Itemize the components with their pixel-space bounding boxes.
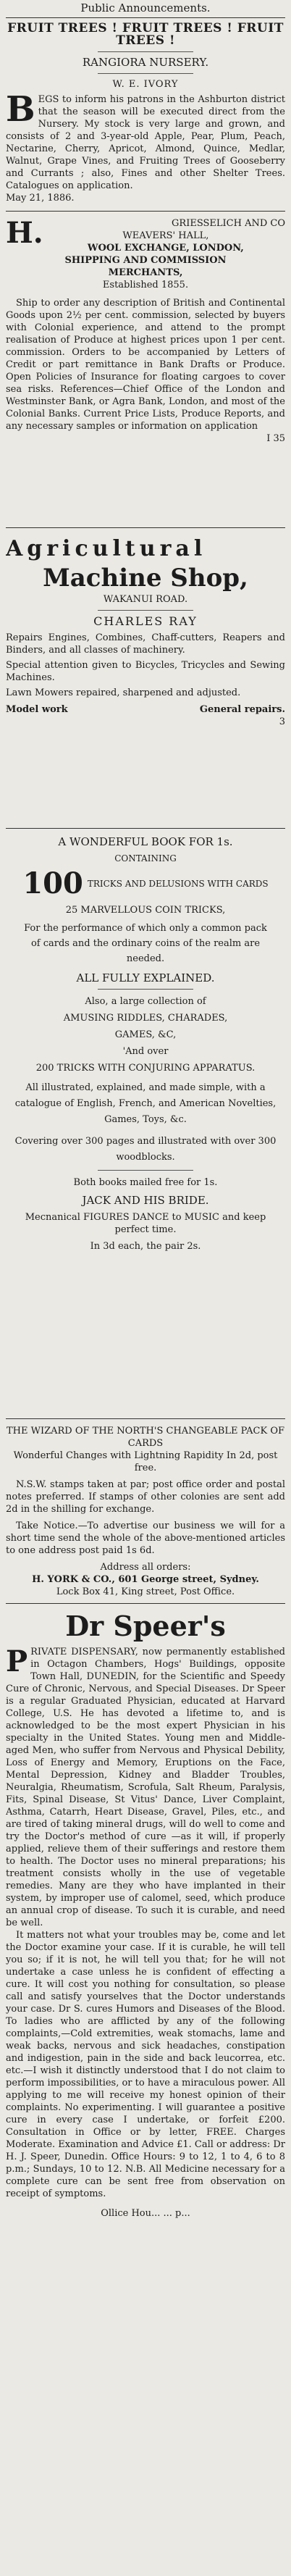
griesselich-header — [6, 217, 285, 291]
price: In 3d each, the pair 2s. — [90, 1241, 201, 1252]
wizard-headline: THE WIZARD OF THE NORTH'S CHANGEABLE PACK OF CARDS — [6, 1426, 285, 1449]
griesselich-line2: WEAVERS' HALL, — [122, 230, 209, 241]
containing: CONTAINING — [114, 853, 177, 863]
amusing: AMUSING RIDDLES, CHARADES, — [63, 1013, 228, 1024]
model-work: Model work — [6, 704, 68, 715]
explained: ALL FULLY EXPLAINED. — [76, 971, 215, 984]
address-line2: Lock Box 41, King street, Post Office. — [56, 1586, 235, 1597]
and-over: 'And over — [122, 1046, 169, 1057]
ivory-date: May 21, 1886. — [6, 193, 75, 204]
short-rule — [98, 1170, 193, 1171]
jack-bride: JACK AND HIS BRIDE. — [82, 1194, 209, 1207]
short-rule — [98, 989, 193, 990]
general-repairs: General repairs. — [199, 704, 285, 715]
ivory-ad — [6, 20, 285, 209]
drop-letter: B — [6, 89, 35, 130]
griesselich-line1: GRIESSELICH AND CO — [172, 218, 285, 229]
short-rule — [98, 51, 193, 52]
machine-shop-heading: Machine Shop, — [43, 564, 248, 593]
tricks-text: TRICKS AND DELUSIONS WITH CARDS — [87, 878, 269, 889]
speer-body1: RIVATE DISPENSARY, now permanently established in Octagon Chambers, Hogs' Buildings, opposite Town Hall, DUNEDIN, for the Scientific and Speedy Cure of Chronic, Nervous, and Special Diseases. Dr Speer is a regular Graduated Physician, educated at Harvard College, U.S. He has devoted a lifetime to, and is acknowledged to be the most expert Physician in his specialty in the United States. Young men and Middle-aged Men, who suffer from Nervous and Physical Debility, Loss of Energy and Memory, Eruptions on the Face, Mental Depression, Kidney and Bladder Troubles, Neuralgia, Rheumatism, Scrofula, Salt Rheum, Paralysis, Fits, Spinal Disease, St Vitus' Dance, Liver Complaint, Asthma, Catarrh, Heart Disease, Gravel, Piles, etc., and are tired of taking mineral drugs, will do well to come and try the Doctor's method of cure —as it will, if properly applied, relieve them of their sufferings and restore them to health. The Doctor uses no mineral preparations; his treatment consists wholly in the use of vegetable remedies. Many are they who have implanted in their system, by improper use of calomel, seed, which produce an annual crop of disease. To such it is curable, and need be well. — [6, 1647, 285, 1928]
ivory-body-text: EGS to inform his patrons in the Ashburton district that the season will be executed direct from the Nursery. My stock is very large and grown, and consists of 2 and 3-year-old Apple, Pear, Plum, Peach, Nectarine, Cherry, Apricot, Almond, Quince, Medlar, Walnut, Grape Vines, and Fruiting Trees of Gooseberry and Currants ; also, Fines and other Shelter Trees. Catalogues on application. — [6, 94, 285, 191]
griesselich-line5: MERCHANTS, — [108, 267, 183, 278]
machine-shop-body: Repairs Engines, Combines, Chaff-cutters, Reapers and Binders, and all classes of machinery. — [6, 632, 285, 656]
both-books: Both books mailed free for 1s. — [73, 1177, 218, 1188]
special-attention: Special attention given to Bicycles, Tricycles and Sewing Machines. — [6, 660, 285, 683]
book-ad — [6, 830, 285, 1417]
short-rule — [98, 73, 193, 74]
charles-ray: CHARLES RAY — [93, 614, 198, 628]
coin-desc: For the performance of which only a common pack of cards and the ordinary coins of the realm are needed. — [24, 923, 267, 964]
ivory-body — [6, 89, 285, 192]
drop-letter: H. — [6, 216, 43, 250]
fruit-trees-headline: FRUIT TREES ! FRUIT TREES ! FRUIT TREES ! — [7, 21, 284, 48]
column-title: Public Announcements. — [80, 1, 211, 14]
lawn-mowers: Lawn Mowers repaired, sharpened and adjusted. — [6, 687, 241, 698]
book-headline: A WONDERFUL BOOK FOR 1s. — [58, 835, 233, 848]
machine-footer — [6, 703, 285, 716]
divider — [6, 17, 285, 18]
wizard-line2: Wonderful Changes with Lightning Rapidity In 2d, post free. — [13, 1450, 278, 1473]
speer-name: Dr Speer's — [65, 1610, 226, 1642]
ad-ref: 3 — [279, 716, 285, 727]
speer-footer: Ollice Hou... ... p... — [101, 2208, 190, 2219]
griesselich-ad — [6, 213, 285, 526]
griesselich-line6: Established 1855. — [102, 280, 189, 290]
divider — [6, 1603, 285, 1604]
proprietor: W. E. IVORY — [112, 79, 179, 90]
divider — [6, 527, 285, 528]
address-label: Address all orders: — [100, 1562, 191, 1573]
griesselich-line3: WOOL EXCHANGE, LONDON, — [87, 243, 244, 254]
speer-body2: It matters not what your troubles may be, come and let the Doctor examine your case. If it is curable, he will tell you so; if it is not, he will tell you that; for he will not undertake a case unless he is confident of effecting a cure. It will cost you nothing for consultation, so please call and satisfy yourselves that the Doctor understands your case. Dr S. cures Humors and Diseases of the Blood. To ladies who are afflicted by any of the following complaints,—Cold extremities, weak stomachs, lame and weak backs, nervous and sick headaches, constipation and indigestion, pain in the side and back leucorrea, etc. etc.—I wish it distinctly understood that I do not claim to perform impossibilities, or to have a miraculous power. All applying to me will receive my honest opinion of their complaints. No experimenting. I will guarantee a positive cure in every case I undertake, or forfeit £200. Consultation in Office or by letter, FREE. Charges Moderate. Examination and Advice £1. Call or address: Dr H. J. Speer, Dunedin. Office Hours: 9 to 12, 1 to 4, 6 to 8 p.m.; Sundays, 10 to 12. N.B. All Medicine necessary for a complete cure can be sent free from observation on receipt of symptoms. — [6, 1930, 285, 2199]
conjuring: 200 TRICKS WITH CONJURING APPARATUS. — [35, 1063, 256, 1074]
hundred: 100 — [22, 866, 83, 900]
wizard-ad — [6, 1421, 285, 1602]
divider — [6, 211, 285, 212]
speer-body — [6, 1646, 285, 1929]
address-line1: H. YORK & CO., 601 George street, Sydney. — [32, 1574, 259, 1585]
ad-ref: I 35 — [266, 433, 285, 444]
agricultural-heading: Agricultural — [6, 536, 207, 561]
divider — [6, 828, 285, 829]
divider — [6, 1418, 285, 1419]
griesselich-body: Ship to order any description of British and Continental Goods upon 2½ per cent. commission, selected by buyers with Colonial experience, and attend to the prompt realisation of Produce at highest prices upon 1 per cent. commission. Orders to be accompanied by Letters of Credit or part remittance in Bank Drafts or Produce. Open Policies of Insurance for floating cargoes to cover sea risks. References—Chief Office of the London and Westminster Bank, or Agra Bank, London, and most of the Colonial Banks. Current Price Lists, Produce Reports, and any necessary samples or information on application — [6, 298, 285, 432]
machine-shop-ad — [6, 530, 285, 827]
wakanui-road: WAKANUI ROAD. — [103, 594, 188, 605]
griesselich-line4: SHIPPING AND COMMISSION — [64, 255, 227, 266]
short-rule — [98, 610, 193, 611]
illustrated: All illustrated, explained, and made simple, with a catalogue of English, French, and American Novelties, Games, Toys, &c. — [14, 1082, 277, 1125]
tricks-row — [6, 868, 285, 900]
wizard-body: N.S.W. stamps taken at par; post office order and postal notes preferred. If stamps of other colonies are sent add 2d in the shilling for exchange. — [6, 1479, 285, 1515]
also: Also, a large collection of — [85, 996, 206, 1007]
speer-ad — [6, 1605, 285, 2576]
covering: Covering over 300 pages and illustrated with over 300 woodblocks. — [14, 1136, 277, 1163]
nursery-name: RANGIORA NURSERY. — [82, 56, 209, 69]
games: GAMES, &C, — [114, 1029, 177, 1040]
drop-letter: P — [6, 1644, 28, 1678]
figures-dance: Mecnanical FIGURES DANCE to MUSIC and keep perfect time. — [25, 1212, 266, 1235]
coin-tricks: 25 MARVELLOUS COIN TRICKS, — [65, 905, 226, 916]
wizard-notice: Take Notice.—To advertise our business we will for a short time send the whole of the above-mentioned articles to one address post paid 1s 6d. — [6, 1521, 285, 1556]
